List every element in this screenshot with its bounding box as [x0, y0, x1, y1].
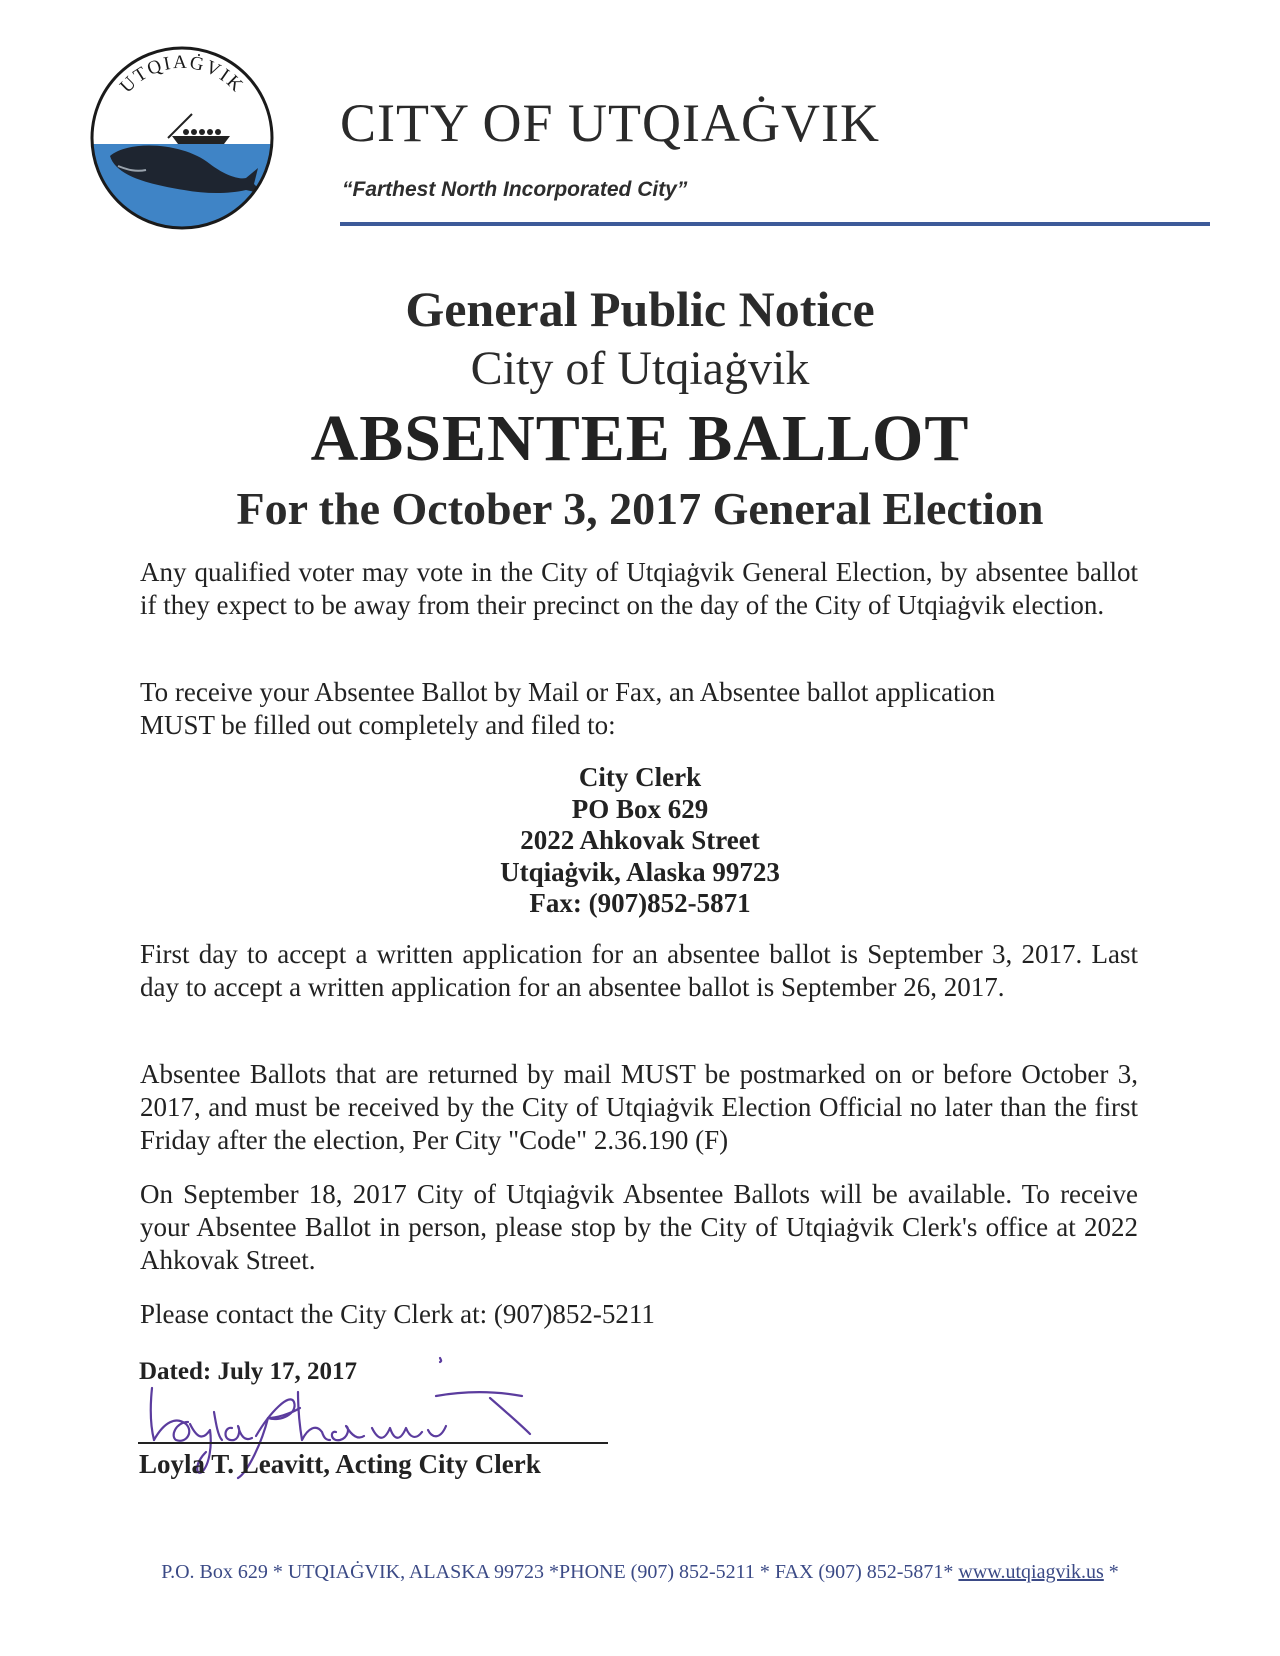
- paragraph-mail-return: Absentee Ballots that are returned by mail MUST be postmarked on or before October 3, 2017, and must be received by the City of Utqiaġvik Election Official no later than the first Friday after the election, Per City "Code" 2.36.190 (F): [140, 1059, 1138, 1155]
- notice-election-subtitle: For the October 3, 2017 General Election: [236, 483, 1044, 534]
- footer-contact: [0, 1561, 1280, 1584]
- address-line: PO Box 629: [571, 793, 709, 824]
- paragraph-in-person: On September 18, 2017 City of Utqiaġvik Absentee Ballots will be available. To receive your Absentee Ballot in person, please stop by the City of Utqiaġvik Clerk's office at 2022 Ahkovak Street.: [140, 1179, 1138, 1275]
- address-fax: Fax: (907)852-5871: [529, 888, 751, 918]
- city-name-heading: CITY OF UTQIAĠVIK: [340, 93, 880, 153]
- address-line: Utqiaġvik, Alaska 99723: [500, 856, 780, 887]
- footer-suffix: *: [1103, 1561, 1119, 1583]
- address-line: 2022 Ahkovak Street: [520, 825, 760, 855]
- paragraph-application-line: To receive your Absentee Ballot by Mail or Fax, an Absentee ballot application: [140, 677, 996, 707]
- paragraph-application-line: MUST be filled out completely and filed to:: [140, 710, 616, 740]
- notice-titles: [0, 278, 1280, 538]
- seal-text: UTQIAĠVIK: [115, 51, 249, 98]
- notice-main-heading: ABSENTEE BALLOT: [310, 402, 970, 475]
- paragraph-application: [140, 676, 1138, 742]
- website-link[interactable]: www.utqiagvik.us: [958, 1561, 1104, 1583]
- clerk-address-block: [0, 762, 1280, 920]
- paragraph-application-dates: First day to accept a written application for an absentee ballot is September 3, 2017. Last day to accept a written application for an absentee ballot is September 26, 2017.: [140, 939, 1138, 1002]
- paragraph-eligibility: Any qualified voter may vote in the City of Utqiaġvik General Election, by absentee ballot if they expect to be away from their precinct on the day of the City of Utqiaġvik election.: [140, 557, 1138, 620]
- signature-line: [138, 1442, 608, 1444]
- dated-line: Dated: July 17, 2017: [139, 1358, 358, 1385]
- header-divider: [340, 222, 1210, 226]
- signer-name: Loyla T. Leavitt, Acting City Clerk: [139, 1449, 541, 1479]
- city-motto: “Farthest North Incorporated City”: [342, 178, 688, 201]
- notice-title: General Public Notice: [405, 281, 875, 337]
- paragraph-contact: Please contact the City Clerk at: (907)852-5211: [140, 1299, 655, 1329]
- address-line: City Clerk: [578, 762, 702, 792]
- notice-city: City of Utqiaġvik: [470, 342, 810, 395]
- city-seal-logo: [88, 44, 276, 232]
- footer-address: P.O. Box 629 * UTQIAĠVIK, ALASKA 99723 *PHONE (907) 852-5211 * FAX (907) 852-5871*: [161, 1561, 959, 1583]
